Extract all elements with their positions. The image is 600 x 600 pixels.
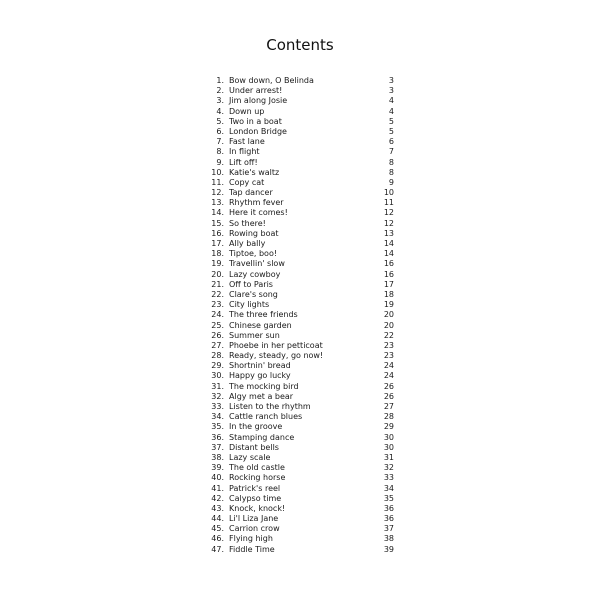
entry-page-number: 13 [383, 228, 394, 238]
contents-entry [196, 290, 396, 300]
entry-title: Bow down, O Belinda [229, 76, 314, 85]
entry-number: 19. [211, 259, 224, 269]
contents-entry [196, 484, 396, 494]
entry-title: Phoebe in her petticoat [229, 340, 323, 350]
entry-number: 36. [211, 432, 224, 442]
entry-page-number: 36 [383, 514, 394, 524]
entry-title: Calypso time [229, 493, 282, 503]
entry-title: Summer sun [229, 330, 280, 340]
entry-number: 3. [216, 96, 224, 106]
entry-number: 4. [216, 106, 224, 116]
entry-title: City lights [229, 300, 270, 310]
entry-page-number: 3 [388, 86, 394, 96]
contents-entry [196, 341, 396, 351]
entry-title: Two in a boat [229, 116, 282, 126]
entry-page-number: 35 [383, 493, 394, 503]
entry-number: 17. [211, 239, 224, 248]
entry-page-number: 14 [383, 239, 394, 248]
entry-title: In flight [229, 147, 260, 157]
entry-page-number: 23 [383, 340, 394, 350]
entry-number: 2. [216, 86, 224, 96]
entry-page-number: 32 [383, 463, 394, 473]
entry-page-number: 31 [383, 452, 394, 462]
entry-page-number: 30 [383, 432, 394, 442]
entry-title: Knock, knock! [229, 503, 286, 513]
entry-title: Carrion crow [229, 524, 280, 534]
contents-entry [196, 147, 396, 157]
entry-page-number: 37 [383, 524, 394, 534]
entry-page-number: 23 [383, 351, 394, 361]
entry-page-number: 4 [388, 96, 394, 106]
entry-number: 20. [211, 269, 224, 279]
entry-page-number: 16 [383, 259, 394, 269]
entry-page-number: 20 [383, 310, 394, 320]
entry-title: Patrick's reel [229, 483, 281, 493]
contents-entry [196, 392, 396, 402]
entry-number: 23. [211, 300, 224, 310]
entry-title: The mocking bird [229, 381, 299, 391]
entry-page-number: 14 [383, 249, 394, 259]
contents-entry [196, 361, 396, 371]
entry-number: 21. [211, 279, 224, 289]
contents-entry [196, 422, 396, 432]
contents-entry [196, 300, 396, 310]
entry-number: 34. [211, 412, 224, 422]
contents-entry [196, 107, 396, 117]
entry-number: 44. [211, 514, 224, 524]
contents-entry [196, 331, 396, 341]
contents-entry [196, 168, 396, 178]
contents-entry [196, 158, 396, 168]
entry-title: Distant bells [229, 442, 279, 452]
entry-page-number: 20 [383, 320, 394, 330]
contents-entry [196, 443, 396, 453]
entry-number: 47. [211, 544, 224, 554]
entry-page-number: 19 [383, 300, 394, 310]
contents-entry [196, 229, 396, 239]
entry-number: 7. [216, 137, 224, 147]
contents-entry [196, 382, 396, 392]
entry-number: 9. [216, 157, 224, 167]
contents-entry [196, 239, 396, 249]
entry-number: 26. [211, 330, 224, 340]
entry-page-number: 33 [383, 473, 394, 483]
entry-title: Down up [229, 106, 265, 116]
entry-number: 29. [211, 361, 224, 371]
entry-title: Copy cat [229, 177, 265, 187]
entry-page-number: 3 [388, 76, 394, 85]
entry-title: Algy met a bear [229, 391, 294, 401]
entry-title: Lazy cowboy [229, 269, 281, 279]
entry-page-number: 38 [383, 534, 394, 544]
contents-entry [196, 127, 396, 137]
entry-number: 43. [211, 503, 224, 513]
entry-page-number: 34 [383, 483, 394, 493]
contents-entry [196, 280, 396, 290]
entry-title: Lazy scale [229, 452, 271, 462]
entry-title: Clare's song [229, 289, 278, 299]
entry-title: Shortnin' bread [229, 361, 291, 371]
entry-number: 24. [211, 310, 224, 320]
entry-page-number: 7 [388, 147, 394, 157]
entry-number: 32. [211, 391, 224, 401]
contents-entry [196, 514, 396, 524]
entry-number: 46. [211, 534, 224, 544]
contents-entry [196, 463, 396, 473]
contents-entry [196, 249, 396, 259]
entry-title: Off to Paris [229, 279, 273, 289]
contents-entry [196, 86, 396, 96]
entry-number: 5. [216, 116, 224, 126]
entry-page-number: 12 [383, 218, 394, 228]
entry-number: 18. [211, 249, 224, 259]
contents-entry [196, 473, 396, 483]
entry-title: Rowing boat [229, 228, 279, 238]
entry-number: 37. [211, 442, 224, 452]
entry-page-number: 11 [383, 198, 394, 208]
contents-entry [196, 321, 396, 331]
entry-title: In the groove [229, 422, 283, 432]
entry-page-number: 26 [383, 381, 394, 391]
contents-entry [196, 412, 396, 422]
contents-entry [196, 188, 396, 198]
entry-title: The three friends [229, 310, 298, 320]
entry-page-number: 27 [383, 402, 394, 411]
entry-title: Ready, steady, go now! [229, 351, 324, 361]
contents-entry [196, 351, 396, 361]
entry-page-number: 16 [383, 269, 394, 279]
contents-entry [196, 76, 396, 86]
entry-number: 27. [211, 340, 224, 350]
contents-entry [196, 494, 396, 504]
contents-entry [196, 198, 396, 208]
contents-entry [196, 208, 396, 218]
entry-title: Rocking horse [229, 473, 286, 483]
entry-number: 12. [211, 188, 224, 198]
entry-number: 6. [216, 126, 224, 136]
entry-number: 31. [211, 381, 224, 391]
entry-number: 15. [211, 218, 224, 228]
entry-page-number: 29 [383, 422, 394, 432]
contents-entry [196, 534, 396, 544]
entry-page-number: 28 [383, 412, 394, 422]
contents-entry [196, 117, 396, 127]
entry-title: Tiptoe, boo! [229, 249, 278, 259]
entry-page-number: 39 [383, 544, 394, 554]
contents-entry [196, 137, 396, 147]
entry-number: 16. [211, 228, 224, 238]
entry-title: Under arrest! [229, 86, 283, 96]
entry-page-number: 17 [383, 279, 394, 289]
entry-number: 1. [216, 76, 224, 85]
contents-entry [196, 371, 396, 381]
contents-entry [196, 402, 396, 412]
contents-entry [196, 259, 396, 269]
entry-page-number: 10 [383, 188, 394, 198]
entry-title: So there! [229, 218, 266, 228]
entry-page-number: 9 [388, 177, 394, 187]
entry-number: 8. [216, 147, 224, 157]
entry-number: 25. [211, 320, 224, 330]
contents-entry [196, 270, 396, 280]
entry-page-number: 26 [383, 391, 394, 401]
entry-title: Lift off! [229, 157, 258, 167]
contents-entry [196, 219, 396, 229]
entry-page-number: 22 [383, 330, 394, 340]
entry-page-number: 8 [388, 157, 394, 167]
entry-page-number: 24 [383, 361, 394, 371]
entry-page-number: 4 [388, 106, 394, 116]
contents-list [196, 76, 396, 555]
page-title: Contents [266, 36, 334, 54]
entry-number: 40. [211, 473, 224, 483]
entry-title: Jim along Josie [229, 96, 288, 106]
entry-title: Fiddle Time [229, 544, 275, 554]
entry-number: 39. [211, 463, 224, 473]
entry-title: Chinese garden [229, 320, 292, 330]
entry-title: The old castle [229, 463, 285, 473]
entry-page-number: 6 [388, 137, 394, 147]
entry-number: 33. [211, 402, 224, 411]
contents-entry [196, 433, 396, 443]
contents-entry [196, 453, 396, 463]
entry-number: 41. [211, 483, 224, 493]
entry-page-number: 8 [388, 167, 394, 177]
entry-title: London Bridge [229, 126, 287, 136]
entry-page-number: 12 [383, 208, 394, 218]
entry-title: Here it comes! [229, 208, 288, 218]
entry-page-number: 18 [383, 289, 394, 299]
entry-title: Travellin' slow [229, 259, 285, 269]
entry-number: 42. [211, 493, 224, 503]
entry-number: 11. [211, 177, 224, 187]
entry-title: Rhythm fever [229, 198, 284, 208]
entry-title: Cattle ranch blues [229, 412, 303, 422]
contents-entry [196, 310, 396, 320]
entry-page-number: 24 [383, 371, 394, 381]
entry-page-number: 5 [388, 126, 394, 136]
contents-entry [196, 545, 396, 555]
entry-title: Ally bally [229, 239, 266, 248]
contents-entry [196, 504, 396, 514]
entry-number: 14. [211, 208, 224, 218]
contents-entry [196, 96, 396, 106]
entry-title: Happy go lucky [229, 371, 291, 381]
entry-title: Li'l Liza Jane [229, 514, 279, 524]
entry-number: 22. [211, 289, 224, 299]
entry-title: Tap dancer [229, 188, 273, 198]
entry-number: 13. [211, 198, 224, 208]
entry-page-number: 36 [383, 503, 394, 513]
contents-entry [196, 178, 396, 188]
entry-number: 10. [211, 167, 224, 177]
contents-entry [196, 524, 396, 534]
entry-number: 38. [211, 452, 224, 462]
entry-title: Listen to the rhythm [229, 402, 311, 411]
entry-page-number: 5 [388, 116, 394, 126]
entry-title: Flying high [229, 534, 273, 544]
entry-number: 28. [211, 351, 224, 361]
entry-page-number: 30 [383, 442, 394, 452]
entry-title: Katie's waltz [229, 167, 280, 177]
entry-number: 30. [211, 371, 224, 381]
entry-number: 35. [211, 422, 224, 432]
entry-title: Fast lane [229, 137, 265, 147]
entry-title: Stamping dance [229, 432, 295, 442]
entry-number: 45. [211, 524, 224, 534]
